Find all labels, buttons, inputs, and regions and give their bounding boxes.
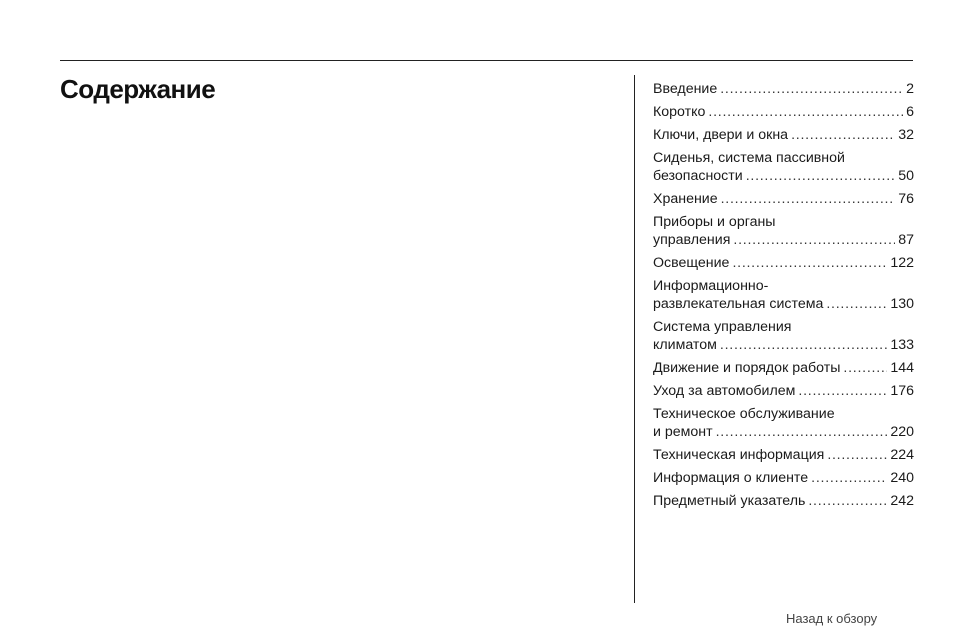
toc-entry[interactable]: [653, 254, 914, 272]
toc-entry-title-line: Техническое обслуживание: [653, 406, 835, 422]
toc-entry[interactable]: [653, 80, 914, 98]
toc-page-number: 2: [906, 81, 914, 97]
toc-entry-title-line: Система управления: [653, 319, 792, 335]
toc-entry-title: Хранение: [653, 191, 718, 207]
toc-page-number: 220: [890, 424, 914, 440]
toc-page-number: 76: [898, 191, 914, 207]
toc-entry[interactable]: [653, 405, 914, 441]
toc-page-number: 87: [898, 232, 914, 248]
toc-entry-title: Коротко: [653, 104, 706, 120]
back-to-overview-link[interactable]: Назад к обзору: [786, 611, 878, 626]
toc-page-number: 242: [890, 493, 914, 509]
toc-dot-leader: [827, 446, 887, 464]
toc-entry[interactable]: [653, 318, 914, 354]
toc-entry-title: и ремонт: [653, 424, 713, 440]
toc-entry-title-line: Информационно-: [653, 278, 769, 294]
toc-entry-title: управления: [653, 232, 731, 248]
toc-dot-leader: [733, 231, 895, 249]
toc-dot-leader: [826, 295, 887, 313]
toc-page-number: 224: [890, 447, 914, 463]
toc-entry[interactable]: [653, 149, 914, 185]
toc-dot-leader: [720, 80, 903, 98]
toc-entry-title: Предметный указатель: [653, 493, 806, 509]
top-rule: [60, 60, 913, 61]
toc-entry[interactable]: [653, 103, 914, 121]
toc-dot-leader: [716, 423, 888, 441]
toc-entry[interactable]: [653, 446, 914, 464]
toc-page-number: 50: [898, 168, 914, 184]
page-title: Содержание: [60, 74, 216, 104]
toc-dot-leader: [811, 469, 887, 487]
toc-entry-title: Информация о клиенте: [653, 470, 809, 486]
toc-dot-leader: [791, 126, 895, 144]
toc-page-number: 32: [898, 127, 914, 143]
column-divider: [634, 75, 635, 603]
toc-entry[interactable]: [653, 492, 914, 510]
toc-entry-title: климатом: [653, 337, 717, 353]
toc-entry-title: Введение: [653, 81, 718, 97]
toc-entry[interactable]: [653, 190, 914, 208]
toc-page-number: 6: [906, 104, 914, 120]
toc-entry[interactable]: [653, 469, 914, 487]
toc-page-number: 176: [890, 383, 914, 399]
toc-entry-title: Уход за автомобилем: [653, 383, 796, 399]
toc-dot-leader: [708, 103, 903, 121]
toc-dot-leader: [746, 167, 896, 185]
toc-entry-title: развлекательная система: [653, 296, 824, 312]
toc-page-number: 240: [890, 470, 914, 486]
toc-dot-leader: [721, 190, 896, 208]
toc-entry-title: безопасности: [653, 168, 743, 184]
toc-page-number: 133: [890, 337, 914, 353]
toc-entry-title: Освещение: [653, 255, 730, 271]
toc-page-number: 130: [890, 296, 914, 312]
toc-dot-leader: [720, 336, 887, 354]
toc-entry-title: Ключи, двери и окна: [653, 127, 789, 143]
toc-entry-title: Движение и порядок работы: [653, 360, 841, 376]
toc-entry-title-line: Сиденья, система пассивной: [653, 150, 845, 166]
toc-entry[interactable]: [653, 213, 914, 249]
toc-entry-title-line: Приборы и органы: [653, 214, 776, 230]
toc-entry[interactable]: [653, 359, 914, 377]
toc-page-number: 144: [890, 360, 914, 376]
toc-entry[interactable]: [653, 277, 914, 313]
toc-dot-leader: [808, 492, 887, 510]
toc-entry-title: Техническая информация: [653, 447, 825, 463]
toc-page-number: 122: [890, 255, 914, 271]
toc-dot-leader: [843, 359, 887, 377]
toc-dot-leader: [732, 254, 887, 272]
toc-entry[interactable]: [653, 126, 914, 144]
table-of-contents: [653, 80, 914, 515]
toc-dot-leader: [798, 382, 887, 400]
toc-entry[interactable]: [653, 382, 914, 400]
